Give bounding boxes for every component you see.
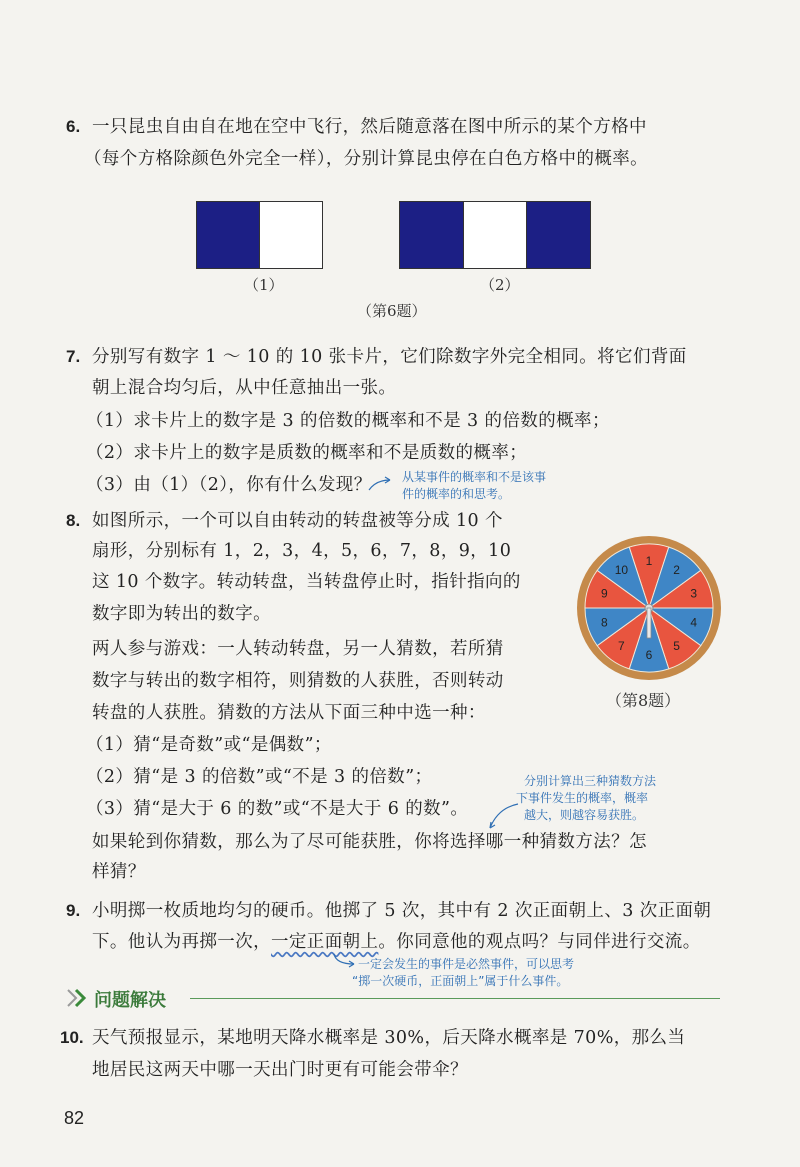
arrow-icon	[366, 472, 400, 494]
figure-6-2-label: （2）	[480, 276, 520, 294]
wheel-number: 5	[673, 639, 680, 654]
wheel-number: 2	[673, 562, 680, 577]
question-9-emphasis: 一定正面朝上	[271, 932, 379, 952]
hint-9-line-2: “掷一次硬币，正面朝上”属于什么事件。	[352, 974, 569, 988]
figure-6-1	[196, 201, 323, 269]
hint-7-line-2: 件的概率的和思考。	[402, 487, 511, 501]
blue-square	[197, 202, 259, 268]
wheel-number: 9	[600, 586, 608, 601]
question-6-line-2: （每个方格除颜色外完全一样），分别计算昆虫停在白色方格中的概率。	[84, 149, 649, 169]
question-10-line-2: 地居民这两天中哪一天出门时更有可能会带伞？	[92, 1060, 468, 1080]
blue-square	[527, 202, 590, 268]
question-7-line-1: 分别写有数字 1 ～ 10 的 10 张卡片，它们除数字外完全相同。将它们背面	[92, 347, 687, 367]
question-8-line-7: 转盘的人获胜。猜数的方法从下面三种中选一种：	[92, 703, 486, 723]
hint-7-line-1: 从某事件的概率和不是该事	[402, 470, 547, 484]
question-7-line-2: 朝上混合均匀后，从中任意抽出一张。	[92, 378, 397, 398]
blue-square	[400, 202, 463, 268]
figure-8-caption: （第8题）	[606, 691, 681, 710]
wheel-number: 1	[645, 554, 653, 568]
section-title: 问题解决	[94, 990, 166, 1011]
wheel-number: 3	[690, 586, 698, 601]
question-8-line-4: 数字即为转出的数字。	[92, 604, 271, 624]
question-7-sub-2: （2）求卡片上的数字是质数的概率和不是质数的概率；	[86, 443, 528, 463]
figure-6-1-label: （1）	[244, 276, 284, 294]
question-8-line-3: 这 10 个数字。转动转盘，当转盘停止时，指针指向的	[92, 572, 521, 592]
wheel-number: 4	[690, 615, 698, 630]
double-chevron-icon	[64, 987, 92, 1009]
question-6-number: 6.	[66, 117, 81, 136]
question-8-line-8: 如果轮到你猜数，那么为了尽可能获胜，你将选择哪一种猜数方法？怎	[92, 832, 647, 852]
question-7-sub-3: （3）由（1）（2），你有什么发现？	[86, 475, 372, 495]
question-9-line-2-pre: 下。他认为再掷一次，	[92, 932, 271, 952]
question-8-line-2: 扇形，分别标有 1，2，3，4，5，6，7，8，9，10	[92, 541, 512, 561]
question-6-line-1: 一只昆虫自由自在地在空中飞行，然后随意落在图中所示的某个方格中	[92, 117, 647, 137]
question-9-number: 9.	[66, 901, 81, 920]
wheel-number: 7	[618, 639, 625, 654]
question-9-line-1: 小明掷一枚质地均匀的硬币。他掷了 5 次，其中有 2 次正面朝上、3 次正面朝	[92, 901, 712, 921]
hint-8-line-3: 越大，则越容易获胜。	[524, 808, 645, 822]
question-8-option-1: （1）猜“是奇数”或“是偶数”；	[86, 735, 332, 755]
arrow-icon	[330, 950, 360, 970]
question-9-line-2	[92, 928, 701, 956]
question-8-line-5: 两人参与游戏：一人转动转盘，另一人猜数，若所猜	[92, 639, 504, 659]
question-8-line-9: 样猜？	[92, 862, 146, 882]
spinner-wheel	[576, 535, 722, 681]
question-8-line-1: 如图所示，一个可以自由转动的转盘被等分成 10 个	[92, 511, 503, 531]
hint-8-line-1: 分别计算出三种猜数方法	[524, 774, 657, 788]
wheel-number: 8	[600, 615, 608, 630]
section-divider	[190, 998, 720, 999]
hint-9-line-1: 一定会发生的事件是必然事件，可以思考	[358, 957, 575, 971]
page-number: 82	[64, 1108, 85, 1128]
question-7-sub-1: （1）求卡片上的数字是 3 的倍数的概率和不是 3 的倍数的概率；	[86, 411, 610, 431]
hint-8-line-2: 下事件发生的概率，概率	[516, 791, 649, 805]
wheel-number: 6	[645, 648, 653, 662]
wheel-pointer	[647, 608, 651, 638]
figure-6-caption: （第6题）	[357, 302, 427, 320]
question-7-number: 7.	[66, 347, 81, 366]
wheel-number: 10	[614, 562, 629, 577]
white-square	[259, 202, 322, 268]
question-9-line-2-post: 。你同意他的观点吗？与同伴进行交流。	[378, 932, 701, 952]
question-10-line-1: 天气预报显示，某地明天降水概率是 30%，后天降水概率是 70%，那么当	[92, 1028, 686, 1048]
figure-6-2	[399, 201, 591, 269]
question-8-line-6: 数字与转出的数字相符，则猜数的人获胜，否则转动	[92, 671, 504, 691]
question-8-option-3: （3）猜“是大于 6 的数”或“不是大于 6 的数”。	[86, 799, 469, 819]
question-10-number: 10.	[60, 1028, 84, 1047]
white-square	[463, 202, 528, 268]
question-8-option-2: （2）猜“是 3 的倍数”或“不是 3 的倍数”；	[86, 767, 433, 787]
question-8-number: 8.	[66, 511, 81, 530]
